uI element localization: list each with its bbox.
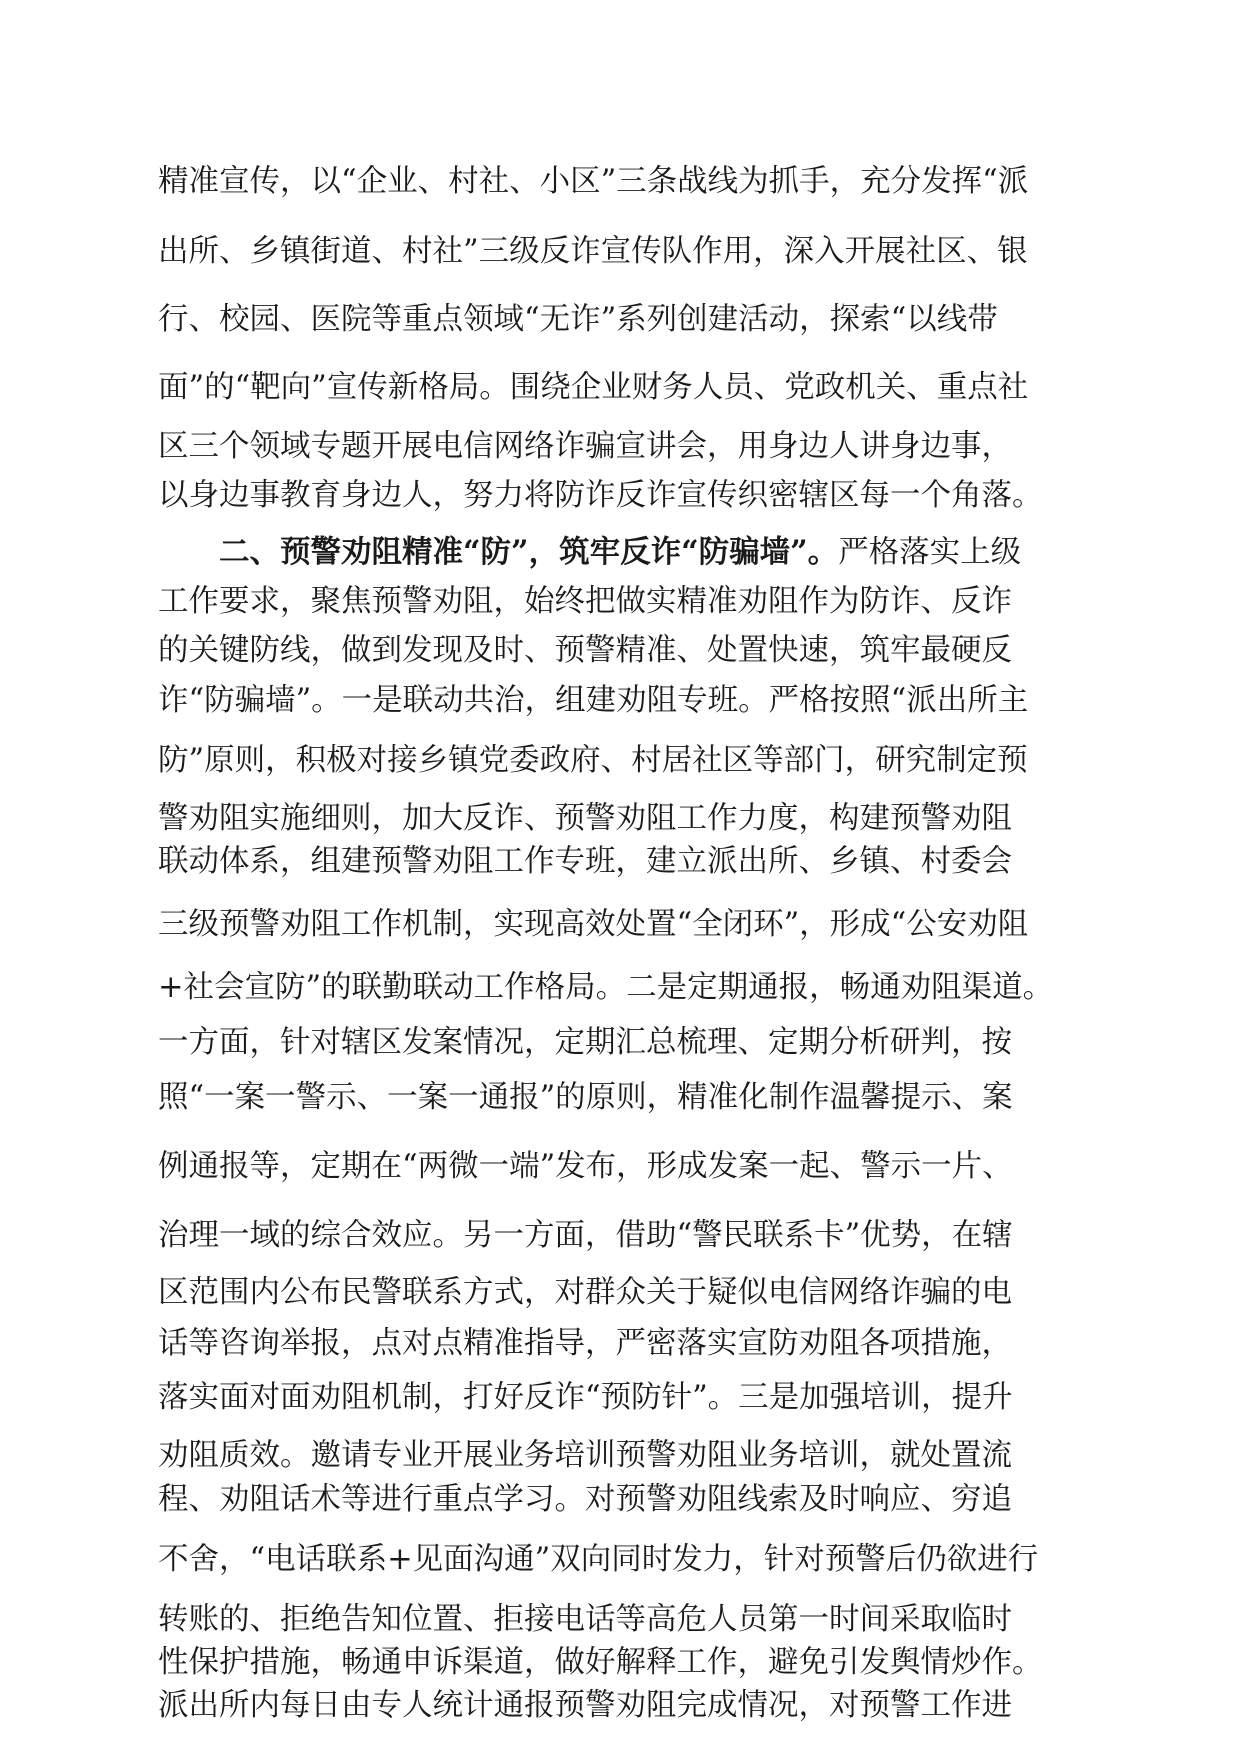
paragraph-line: 的关键防线，做到发现及时、预警精准、处置快速，筑牢最硬反 [158, 633, 1012, 668]
paragraph-line: 三级预警劝阻工作机制，实现高效处置“全闭环”，形成“公安劝阻 [158, 907, 1029, 942]
paragraph-line: 一方面，针对辖区发案情况，定期汇总梳理、定期分析研判，按 [158, 1025, 1012, 1060]
paragraph-line: 转账的、拒绝告知位置、拒接电话等高危人员第一时间采取临时 [158, 1602, 1012, 1637]
paragraph-line: 警劝阻实施细则，加大反诈、预警劝阻工作力度，构建预警劝阻 [158, 801, 1012, 836]
paragraph-line: 面”的“靶向”宣传新格局。围绕企业财务人员、党政机关、重点社 [158, 370, 1029, 405]
paragraph-line: 以身边事教育身边人，努力将防诈反诈宣传织密辖区每一个角落。 [158, 478, 1043, 513]
paragraph-line: 治理一域的综合效应。另一方面，借助“警民联系卡”优势，在辖 [158, 1218, 1013, 1253]
paragraph-line: 性保护措施，畅通申诉渠道，做好解释工作，避免引发舆情炒作。 [158, 1645, 1043, 1680]
paragraph-line: 精准宣传，以“企业、村社、小区”三条战线为抓手，充分发挥“派 [158, 164, 1029, 199]
paragraph-line: 程、劝阻话术等进行重点学习。对预警劝阻线索及时响应、穷追 [158, 1482, 1012, 1517]
paragraph-line: 照“一案一警示、一案一通报”的原则，精准化制作温馨提示、案 [158, 1080, 1013, 1115]
section-heading: 二、预警劝阻精准“防”，筑牢反诈“防骗墙”。 [219, 534, 839, 570]
paragraph-line: 不舍，“电话联系+见面沟通”双向同时发力，针对预警后仍欲进行 [158, 1542, 1039, 1577]
paragraph-line: 派出所内每日由专人统计通报预警劝阻完成情况，对预警工作进 [158, 1688, 1012, 1723]
section-heading-line [158, 530, 1078, 574]
paragraph-line: 诈“防骗墙”。一是联动共治，组建劝阻专班。严格按照“派出所主 [158, 683, 1029, 718]
paragraph-text: 严格落实上级 [838, 535, 1022, 570]
paragraph-line: 防”原则，积极对接乡镇党委政府、村居社区等部门，研究制定预 [158, 743, 1028, 778]
paragraph-line: 联动体系，组建预警劝阻工作专班，建立派出所、乡镇、村委会 [158, 844, 1012, 879]
paragraph-line: 工作要求，聚焦预警劝阻，始终把做实精准劝阻作为防诈、反诈 [158, 584, 1012, 619]
paragraph-line: +社会宣防”的联勤联动工作格局。二是定期通报，畅通劝阻渠道。 [158, 970, 1054, 1005]
paragraph-line: 区三个领域专题开展电信网络诈骗宣讲会，用身边人讲身边事， [158, 429, 1012, 464]
paragraph-line: 例通报等，定期在“两微一端”发布，形成发案一起、警示一片、 [158, 1149, 1013, 1184]
paragraph-line: 话等咨询举报，点对点精准指导，严密落实宣防劝阻各项措施， [158, 1326, 1012, 1361]
paragraph-line: 劝阻质效。邀请专业开展业务培训预警劝阻业务培训，就处置流 [158, 1438, 1012, 1473]
paragraph-line: 落实面对面劝阻机制，打好反诈“预防针”。三是加强培训，提升 [158, 1380, 1013, 1415]
paragraph-line: 出所、乡镇街道、村社”三级反诈宣传队作用，深入开展社区、银 [158, 234, 1028, 269]
paragraph-line: 区范围内公布民警联系方式，对群众关于疑似电信网络诈骗的电 [158, 1275, 1012, 1310]
paragraph-line: 行、校园、医院等重点领域“无诈”系列创建活动，探索“以线带 [158, 302, 998, 337]
